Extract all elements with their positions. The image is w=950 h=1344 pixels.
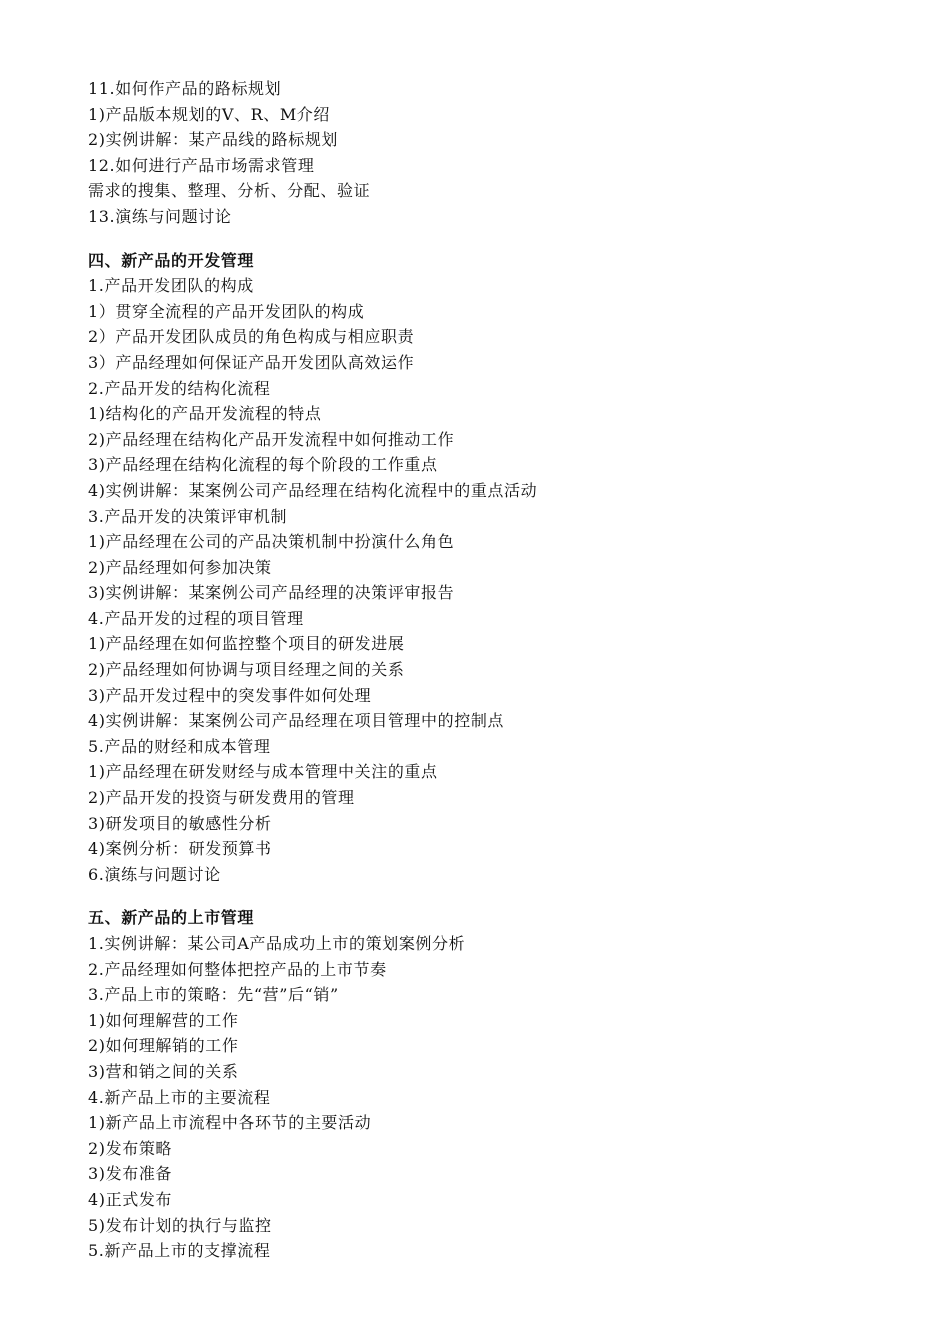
text-line: 2)产品经理如何协调与项目经理之间的关系 xyxy=(88,660,405,680)
text-line: 3)研发项目的敏感性分析 xyxy=(88,813,272,833)
text-line: 4)案例分析：研发预算书 xyxy=(88,839,272,859)
section-spacer xyxy=(88,230,888,248)
text-line: 4.新产品上市的主要流程 xyxy=(88,1087,271,1107)
text-line: 1.实例讲解：某公司A产品成功上市的策划案例分析 xyxy=(88,934,466,953)
section-heading: 四、新产品的开发管理 xyxy=(88,250,255,270)
text-line: 1)新产品上市流程中各环节的主要活动 xyxy=(88,1113,372,1133)
text-line: 2)产品经理如何参加决策 xyxy=(88,557,272,577)
section-development-management xyxy=(88,248,888,888)
text-line: 1)产品经理在研发财经与成本管理中关注的重点 xyxy=(88,762,438,782)
text-line: 2.产品经理如何整体把控产品的上市节奏 xyxy=(88,959,387,979)
text-line: 12.如何进行产品市场需求管理 xyxy=(88,155,315,175)
text-line: 2）产品开发团队成员的角色构成与相应职责 xyxy=(88,327,415,347)
text-line: 3)实例讲解：某案例公司产品经理的决策评审报告 xyxy=(88,583,455,603)
text-line: 2)如何理解销的工作 xyxy=(88,1036,239,1056)
text-line: 3)产品经理在结构化流程的每个阶段的工作重点 xyxy=(88,455,438,475)
text-line: 4.产品开发的过程的项目管理 xyxy=(88,608,304,628)
text-line: 2)产品经理在结构化产品开发流程中如何推动工作 xyxy=(88,429,455,449)
text-line: 1)产品经理在如何监控整个项目的研发进展 xyxy=(88,634,405,654)
text-line: 4)实例讲解：某案例公司产品经理在项目管理中的控制点 xyxy=(88,711,505,731)
text-line: 4)实例讲解：某案例公司产品经理在结构化流程中的重点活动 xyxy=(88,480,538,500)
text-line: 5.产品的财经和成本管理 xyxy=(88,736,271,756)
text-line: 1）贯穿全流程的产品开发团队的构成 xyxy=(88,301,365,321)
text-line: 3)营和销之间的关系 xyxy=(88,1061,239,1081)
text-line: 13.演练与问题讨论 xyxy=(88,206,232,226)
text-line: 3.产品上市的策略：先“营”后“销” xyxy=(88,985,339,1005)
text-line: 11.如何作产品的路标规划 xyxy=(88,79,282,98)
section-spacer xyxy=(88,887,888,905)
text-line: 1)如何理解营的工作 xyxy=(88,1010,239,1030)
text-line: 5)发布计划的执行与监控 xyxy=(88,1215,272,1235)
text-line: 1)产品版本规划的V、R、M介绍 xyxy=(88,104,331,124)
text-line: 3）产品经理如何保证产品开发团队高效运作 xyxy=(88,352,415,372)
text-line: 1.产品开发团队的构成 xyxy=(88,276,254,296)
text-line: 需求的搜集、整理、分析、分配、验证 xyxy=(88,181,371,201)
topic-list-continued xyxy=(88,76,888,230)
text-line: 2)实例讲解：某产品线的路标规划 xyxy=(88,130,339,150)
text-line: 3.产品开发的决策评审机制 xyxy=(88,506,288,526)
section-heading: 五、新产品的上市管理 xyxy=(88,908,255,928)
text-line: 6.演练与问题讨论 xyxy=(88,864,221,884)
text-line: 4)正式发布 xyxy=(88,1189,173,1209)
text-line: 3)发布准备 xyxy=(88,1164,173,1184)
document-page xyxy=(88,76,888,1264)
text-line: 3)产品开发过程中的突发事件如何处理 xyxy=(88,685,372,705)
text-line: 1)结构化的产品开发流程的特点 xyxy=(88,404,322,424)
text-line: 2)产品开发的投资与研发费用的管理 xyxy=(88,788,355,808)
text-line: 2.产品开发的结构化流程 xyxy=(88,378,271,398)
text-line: 2)发布策略 xyxy=(88,1138,173,1158)
text-line: 1)产品经理在公司的产品决策机制中扮演什么角色 xyxy=(88,532,455,552)
section-launch-management xyxy=(88,905,888,1263)
text-line: 5.新产品上市的支撑流程 xyxy=(88,1241,271,1261)
